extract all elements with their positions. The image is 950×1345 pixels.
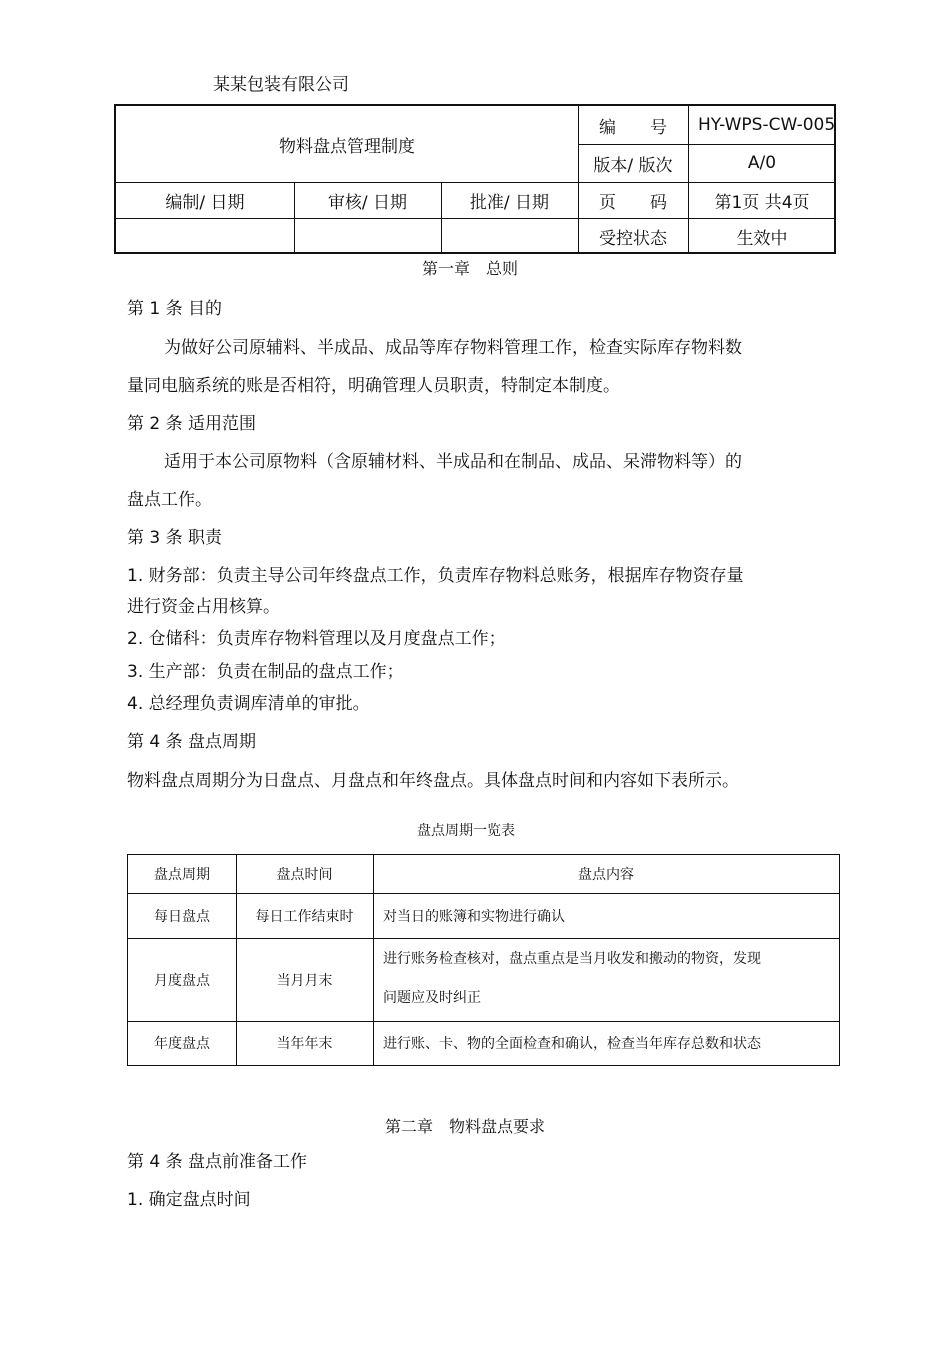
grid-line: [373, 855, 374, 1065]
prepared-value: [116, 218, 294, 254]
grid-line: [116, 182, 836, 183]
chapter2-article4-heading: 第 4 条 盘点前准备工作: [127, 1152, 308, 1172]
grid-line: [128, 1021, 839, 1022]
document-header-table: [114, 104, 836, 254]
article3-heading: 第 3 条 职责: [127, 528, 223, 548]
chapter2-title: 第二章 物料盘点要求: [385, 1117, 546, 1136]
table-cell-content: 进行账务检查核对，盘点重点是当月收发和搬动的物资，发现: [383, 951, 761, 967]
table-cell-cycle: 年度盘点: [154, 1036, 210, 1052]
grid-line: [688, 106, 689, 254]
version-label: 版本/ 版次: [593, 155, 673, 176]
table-cell-content: 对当日的账簿和实物进行确认: [383, 908, 565, 925]
table-cell-cycle: 每日盘点: [154, 908, 210, 925]
page-value: 第1页 共4页: [714, 192, 810, 213]
table-cell-content: 问题应及时纠正: [383, 990, 481, 1006]
code-value: HY-WPS-CW-005: [698, 115, 836, 135]
inventory-cycle-table: [127, 854, 840, 1066]
article2-line: 盘点工作。: [127, 490, 212, 510]
article3-item: 3. 生产部：负责在制品的盘点工作；: [127, 662, 404, 682]
table-cell-cycle: 月度盘点: [154, 972, 210, 989]
article1-line: 量同电脑系统的账是否相符，明确管理人员职责，特制定本制度。: [127, 376, 620, 396]
document-title: 物料盘点管理制度: [279, 136, 415, 157]
table-cell-time: 每日工作结束时: [255, 908, 354, 925]
chapter2-article4-item: 1. 确定盘点时间: [127, 1190, 251, 1210]
table-header-time: 盘点时间: [276, 867, 333, 883]
table-header-content: 盘点内容: [578, 867, 634, 883]
grid-line: [128, 938, 839, 939]
status-label: 受控状态: [599, 228, 667, 249]
approved-label: 批准/ 日期: [469, 192, 550, 213]
prepared-label: 编制/ 日期: [165, 192, 245, 213]
page-label: 页 码: [599, 192, 667, 213]
approved-value: [441, 218, 578, 254]
grid-line: [116, 218, 836, 219]
table-cell-time: 当月月末: [276, 972, 333, 989]
article3-item: 2. 仓储科：负责库存物料管理以及月度盘点工作；: [127, 629, 506, 649]
grid-line: [441, 182, 442, 254]
article2-heading: 第 2 条 适用范围: [127, 414, 257, 434]
company-name: 某某包装有限公司: [213, 75, 349, 95]
table-caption: 盘点周期一览表: [417, 823, 515, 839]
article4-text: 物料盘点周期分为日盘点、月盘点和年终盘点。具体盘点时间和内容如下表所示。: [127, 771, 739, 791]
grid-line: [578, 144, 836, 145]
article3-item: 1. 财务部：负责主导公司年终盘点工作，负责库存物料总账务，根据库存物资存量: [127, 566, 744, 586]
table-cell-content: 进行账、卡、物的全面检查和确认，检查当年库存总数和状态: [383, 1036, 761, 1052]
code-label: 编 号: [599, 117, 667, 138]
article1-heading: 第 1 条 目的: [127, 299, 223, 319]
article2-line: 适用于本公司原物料（含原辅材料、半成品和在制品、成品、呆滞物料等）的: [164, 452, 742, 472]
table-cell-time: 当年年末: [276, 1036, 333, 1052]
grid-line: [578, 106, 579, 254]
chapter1-title: 第一章 总则: [422, 259, 519, 278]
article4-heading: 第 4 条 盘点周期: [127, 732, 257, 752]
table-header-cycle: 盘点周期: [154, 867, 210, 883]
grid-line: [236, 855, 237, 1065]
reviewed-label: 审核/ 日期: [327, 192, 408, 213]
grid-line: [128, 893, 839, 894]
article1-line: 为做好公司原辅料、半成品、成品等库存物料管理工作，检查实际库存物料数: [164, 338, 742, 358]
status-value: 生效中: [736, 228, 788, 249]
grid-line: [294, 182, 295, 254]
article3-item: 4. 总经理负责调库清单的审批。: [127, 694, 370, 714]
article3-item: 进行资金占用核算。: [127, 597, 280, 617]
version-value: A/0: [747, 153, 777, 173]
reviewed-value: [294, 218, 441, 254]
